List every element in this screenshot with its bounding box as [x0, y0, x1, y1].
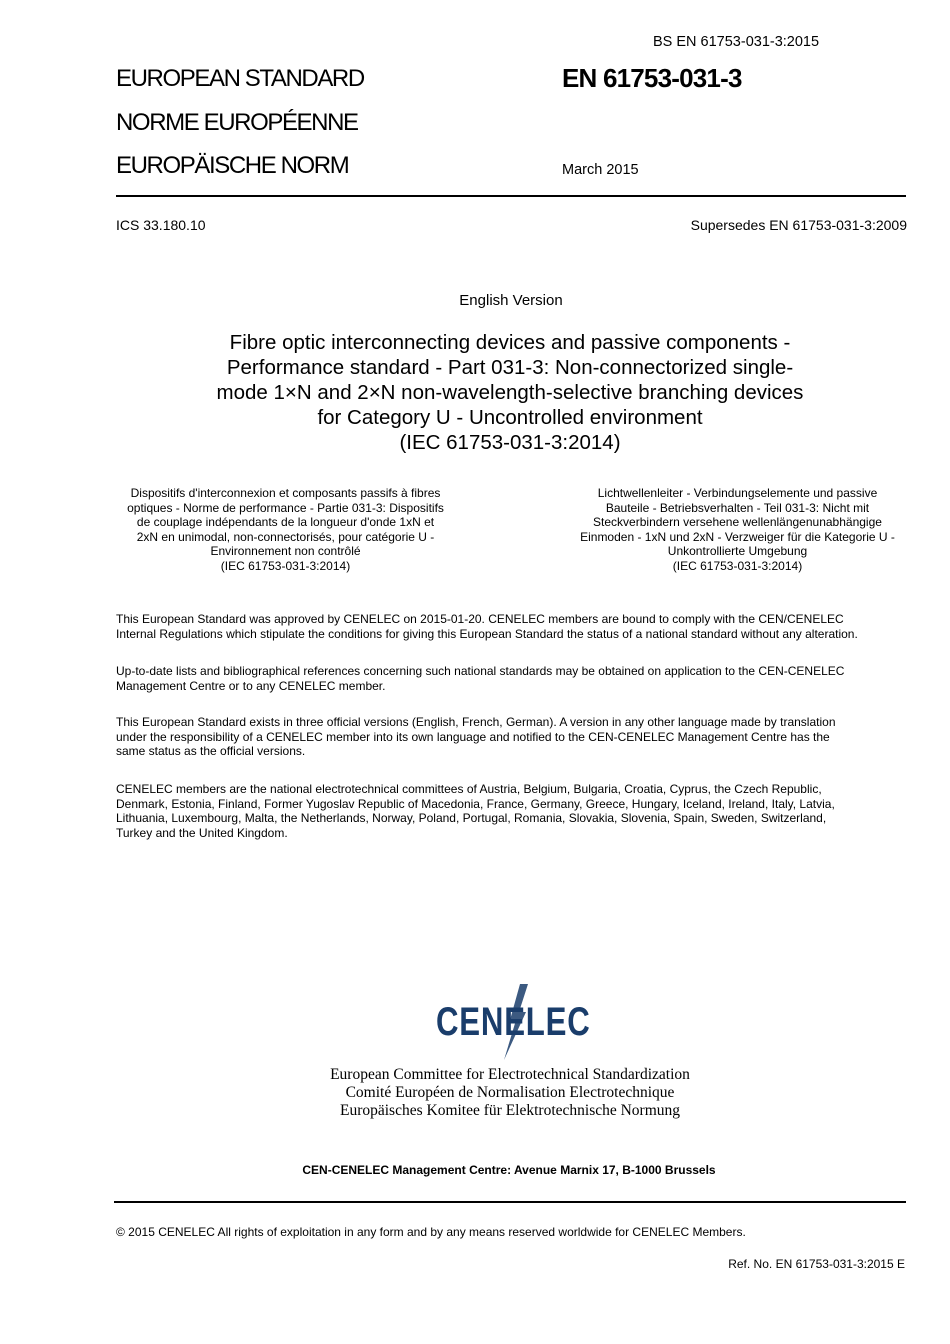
- french-title-line: de couplage indépendants de la longueur d'onde 1xN et: [136, 515, 435, 530]
- supersedes-note: Supersedes EN 61753-031-3:2009: [690, 217, 907, 233]
- paragraph-line: Denmark, Estonia, Finland, Former Yugoslav Republic of Macedonia, France, Germany, Greece, Hungary, Iceland, Ireland, Italy, Latvia,: [116, 796, 835, 811]
- management-centre-address: CEN-CENELEC Management Centre: Avenue Marnix 17, B-1000 Brussels: [302, 1163, 716, 1177]
- french-title: [113, 486, 458, 574]
- ics-code: ICS 33.180.10: [116, 217, 206, 233]
- paragraph-line: under the responsibility of a CENELEC member into its own language and notified to the CEN-CENELEC Management Centre has the: [116, 729, 830, 744]
- copyright-notice: © 2015 CENELEC All rights of exploitation in any form and by any means reserved worldwide for CENELEC Members.: [116, 1225, 746, 1239]
- bs-reference: BS EN 61753-031-3:2015: [653, 34, 820, 50]
- footer-divider: [114, 1201, 906, 1203]
- versions-paragraph: [116, 715, 916, 759]
- standard-title-en: EUROPEAN STANDARD: [116, 65, 364, 92]
- french-title-line: Environnement non contrôlé: [210, 544, 361, 559]
- title-line: Performance standard - Part 031-3: Non-connectorized single-: [226, 356, 794, 379]
- german-title-line: Einmoden - 1xN und 2xN - Verzweiger für die Kategorie U -: [580, 529, 895, 544]
- committee-name-de: Europäisches Komitee für Elektrotechnische Normung: [339, 1102, 681, 1119]
- paragraph-line: Turkey and the United Kingdom.: [116, 825, 288, 840]
- en-number: EN 61753-031-3: [562, 63, 742, 93]
- paragraph-line: CENELEC members are the national electrotechnical committees of Austria, Belgium, Bulgaria, Croatia, Cyprus, the Czech Republic,: [116, 782, 822, 796]
- french-title-line: optiques - Norme de performance - Partie 031-3: Dispositifs: [127, 500, 444, 515]
- document-title: [160, 330, 860, 455]
- french-title-line: (IEC 61753-031-3:2014): [220, 558, 351, 573]
- reference-number: Ref. No. EN 61753-031-3:2015 E: [728, 1257, 905, 1271]
- german-title: [565, 486, 910, 574]
- members-paragraph: [116, 782, 916, 840]
- header-divider: [116, 195, 906, 197]
- cenelec-logo-text: CENELEC: [436, 1000, 591, 1044]
- references-paragraph: [116, 664, 916, 693]
- cenelec-logo: [432, 982, 612, 1052]
- title-line: Fibre optic interconnecting devices and passive components -: [229, 331, 791, 354]
- french-title-line: Dispositifs d'interconnexion et composants passifs à fibres: [130, 486, 441, 500]
- approval-paragraph: [116, 612, 916, 641]
- version-label: English Version: [459, 292, 563, 309]
- publication-date: March 2015: [562, 162, 639, 178]
- german-title-line: Steckverbindern versehene wellenlängenunabhängige: [593, 515, 882, 530]
- french-title-line: 2xN en unimodal, non-connectorisés, pour catégorie U -: [136, 529, 435, 544]
- committee-name-fr: Comité Européen de Normalisation Electrotechnique: [345, 1084, 675, 1101]
- title-line: for Category U - Uncontrolled environment: [317, 406, 703, 429]
- standard-title-de: EUROPÄISCHE NORM: [116, 152, 349, 179]
- paragraph-line: Up-to-date lists and bibliographical references concerning such national standards may be obtained on application to the CEN-CENELEC: [116, 664, 845, 678]
- paragraph-line: Internal Regulations which stipulate the conditions for giving this European Standard the status of a national standard without any alteration.: [116, 626, 858, 641]
- paragraph-line: same status as the official versions.: [116, 744, 306, 759]
- paragraph-line: This European Standard was approved by CENELEC on 2015-01-20. CENELEC members are bound to comply with the CEN/CENELEC: [116, 612, 844, 626]
- paragraph-line: Management Centre or to any CENELEC member.: [116, 678, 386, 693]
- german-title-line: Bauteile - Betriebsverhalten - Teil 031-3: Nicht mit: [605, 500, 870, 515]
- paragraph-line: Lithuania, Luxembourg, Malta, the Netherlands, Norway, Poland, Portugal, Romania, Slovakia, Slovenia, Spain, Sweden, Switzerland,: [116, 811, 827, 826]
- title-line: mode 1×N and 2×N non-wavelength-selective branching devices: [216, 381, 804, 404]
- title-line: (IEC 61753-031-3:2014): [399, 431, 621, 454]
- german-title-line: (IEC 61753-031-3:2014): [672, 558, 803, 573]
- committee-names: [240, 1066, 780, 1120]
- paragraph-line: This European Standard exists in three official versions (English, French, German). A version in any other language made by translation: [116, 715, 836, 729]
- german-title-line: Unkontrollierte Umgebung: [667, 544, 808, 559]
- german-title-line: Lichtwellenleiter - Verbindungselemente und passive: [597, 486, 878, 500]
- standard-title-fr: NORME EUROPÉENNE: [116, 109, 358, 136]
- committee-name-en: European Committee for Electrotechnical Standardization: [330, 1066, 690, 1083]
